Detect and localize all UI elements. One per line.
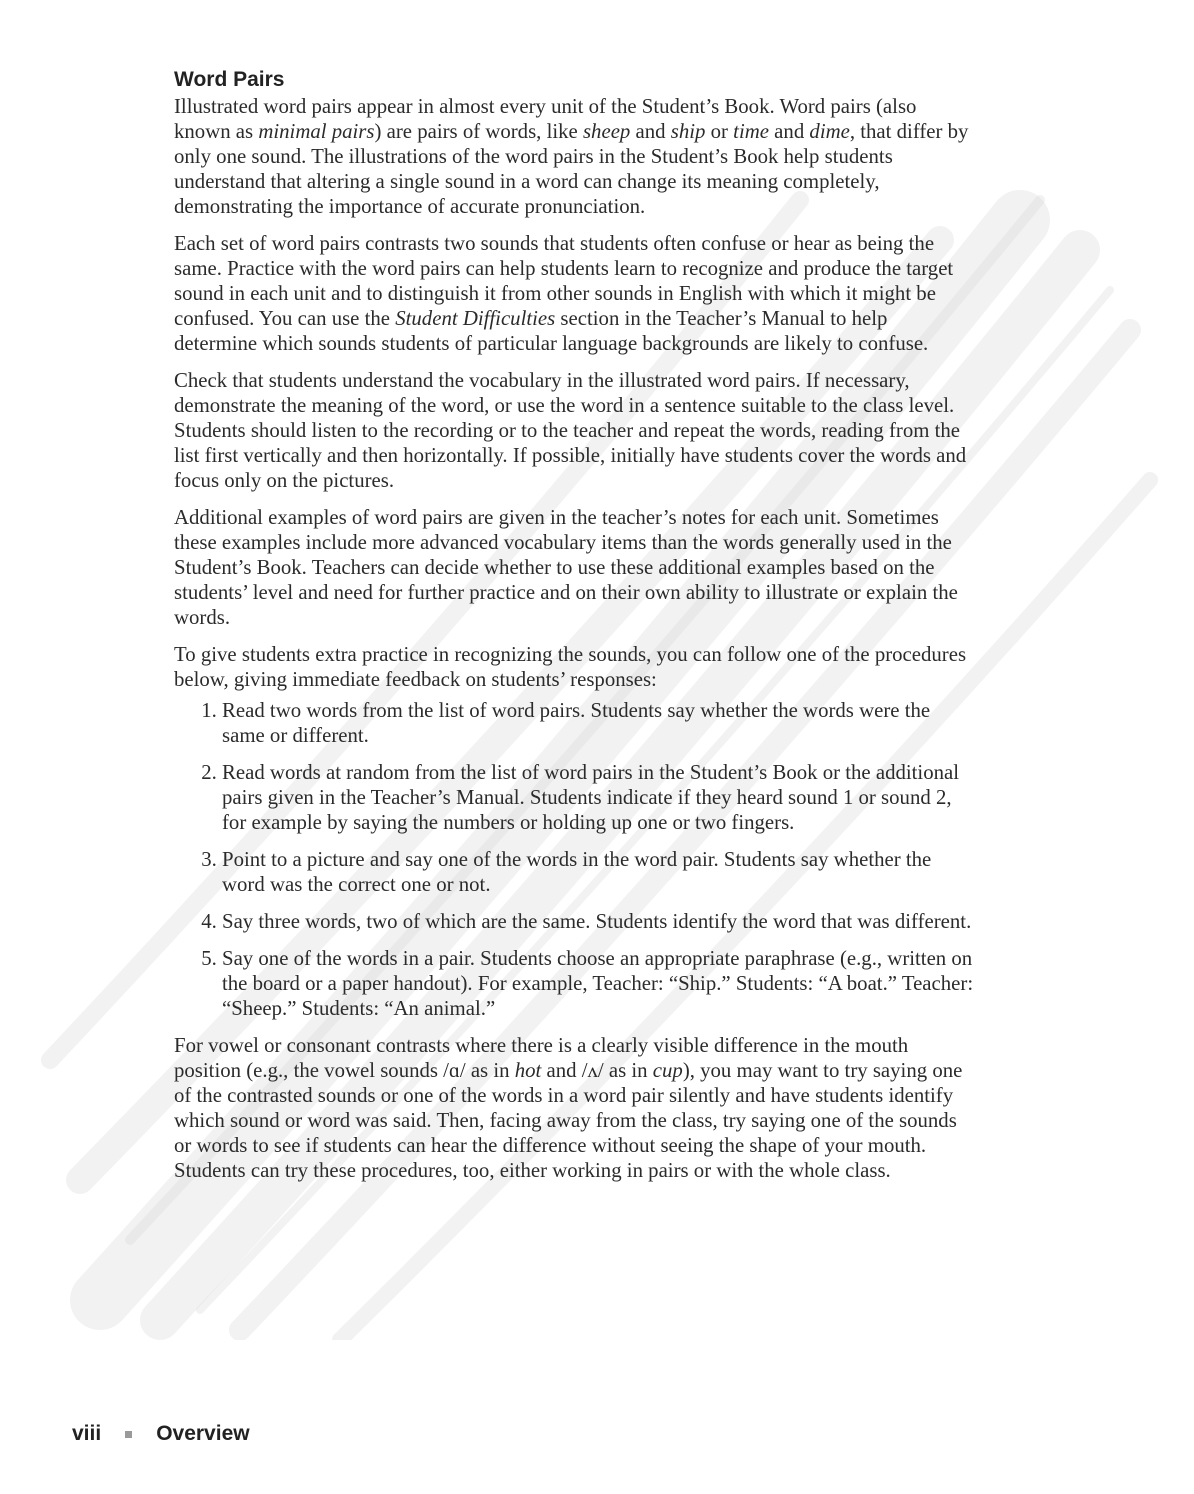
page-footer — [72, 1422, 250, 1446]
procedures-list — [174, 698, 974, 1021]
footer-separator-icon — [125, 1431, 132, 1438]
procedure-item: 4. Say three words, two of which are the same. Students identify the word that was different. — [222, 909, 974, 934]
procedure-item: 1. Read two words from the list of word pairs. Students say whether the words were the same or different. — [222, 698, 974, 748]
procedure-item: 3. Point to a picture and say one of the words in the word pair. Students say whether the word was the correct one or not. — [222, 847, 974, 897]
procedure-item: 2. Read words at random from the list of word pairs in the Student’s Book or the additional pairs given in the Teacher’s Manual. Students indicate if they heard sound 1 or sound 2, for example by saying the numbers or holding up one or two fingers. — [222, 760, 974, 835]
procedure-item: 5. Say one of the words in a pair. Students choose an appropriate paraphrase (e.g., written on the board or a paper handout). For example, Teacher: “Ship.” Students: “A boat.” Teacher: “Sheep.” Students: “An animal.” — [222, 946, 974, 1021]
paragraph-silent-practice: For vowel or consonant contrasts where there is a clearly visible difference in the mouth position (e.g., the vowel sounds /ɑ/ as in hot and /ʌ/ as in cup), you may want to try saying one of the contrasted sounds or one of the words in a word pair silently and have students identify which sound or word was said. Then, facing away from the class, try saying one of the sounds or words to see if students can hear the difference without seeing the shape of your mouth. Students can try these procedures, too, either working in pairs or with the whole class. — [174, 1034, 963, 1182]
footer-section-title: Overview — [156, 1422, 250, 1445]
paragraph-additional-examples: Additional examples of word pairs are given in the teacher’s notes for each unit. Sometimes these examples include more advanced vocabulary items than the words generally used in the Student’s Book. Teachers can decide whether to use these additional examples based on the students’ level and need for further practice and on their own ability to illustrate or explain the words. — [174, 506, 958, 629]
page-number: viii — [72, 1422, 102, 1445]
paragraph-procedures-intro: To give students extra practice in recognizing the sounds, you can follow one of the procedures below, giving immediate feedback on students’ responses: — [174, 643, 967, 691]
page-content — [174, 66, 974, 1195]
section-heading: Word Pairs — [174, 68, 285, 91]
paragraph-intro: Illustrated word pairs appear in almost every unit of the Student’s Book. Word pairs (also known as minimal pairs) are pairs of words, like sheep and ship or time and dime, that differ by only one sound. The illustrations of the word pairs in the Student’s Book help students understand that altering a single sound in a word can change its meaning completely, demonstrating the importance of accurate pronunciation. — [174, 95, 969, 218]
paragraph-vocabulary: Check that students understand the vocabulary in the illustrated word pairs. If necessary, demonstrate the meaning of the word, or use the word in a sentence suitable to the class level. Students should listen to the recording or to the teacher and repeat the words, reading from the list first vertically and then horizontally. If possible, initially have students cover the words and focus only on the pictures. — [174, 369, 967, 492]
paragraph-contrasts: Each set of word pairs contrasts two sounds that students often confuse or hear as being the same. Practice with the word pairs can help students learn to recognize and produce the target sound in each unit and to distinguish it from other sounds in English with which it might be confused. You can use the Student Difficulties section in the Teacher’s Manual to help determine which sounds students of particular language backgrounds are likely to confuse. — [174, 232, 954, 355]
